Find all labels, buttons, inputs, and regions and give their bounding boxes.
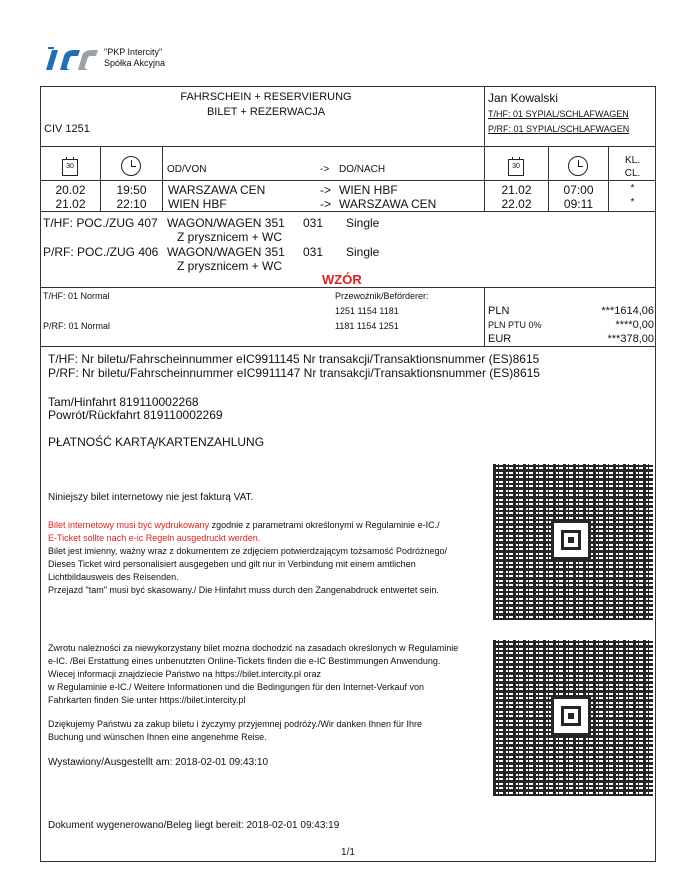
carrier-outbound: 1251 1154 1181 bbox=[335, 306, 399, 316]
thanks-note-2: Buchung und wünschen Ihnen eine angenehme Reise. bbox=[48, 732, 267, 742]
col-arrow: -> bbox=[320, 164, 330, 175]
carrier-return: 1181 1154 1251 bbox=[335, 321, 399, 331]
train1-wagon: WAGON/WAGEN 351 bbox=[167, 216, 285, 230]
station-from: WIEN HBF bbox=[168, 197, 227, 211]
clock-icon bbox=[121, 156, 141, 176]
class-value: * bbox=[630, 197, 635, 208]
train2-seat: 031 bbox=[303, 245, 324, 259]
carrier-label: Przewoźnik/Beförderer: bbox=[335, 291, 429, 301]
personal-note-3: Lichtbildausweis des Reisenden. bbox=[48, 572, 179, 582]
tariff-outbound: T/HF: 01 Normal bbox=[43, 291, 110, 301]
company-line1: "PKP Intercity" bbox=[104, 47, 163, 57]
payment-method: PŁATNOŚĆ KARTĄ/KARTENZAHLUNG bbox=[48, 435, 265, 449]
arrival-time: 09:11 bbox=[563, 197, 594, 211]
train2-note: Z prysznicem + WC bbox=[177, 259, 283, 273]
refund-note-3: Wiecej informacji znajdziecie Państwo na https://bilet.intercity.pl oraz bbox=[48, 669, 321, 679]
print-note-pl bbox=[48, 520, 440, 530]
qr-code bbox=[493, 640, 653, 796]
thanks-note-1: Dziękujemy Państwu za zakup biletu i życzymy przyjemnej podróży./Wir danken Ihnen für Ihre bbox=[48, 719, 422, 729]
qr-finder bbox=[551, 696, 591, 736]
generated-date: Dokument wygenerowano/Beleg liegt bereit: 2018-02-01 09:43:19 bbox=[48, 820, 340, 831]
train2-label: P/RF: POC./ZUG 406 bbox=[43, 245, 159, 259]
train1-type: Single bbox=[346, 216, 380, 230]
tariff-return: P/RF: 01 Normal bbox=[43, 321, 111, 331]
clock-icon bbox=[568, 156, 588, 176]
issued-date: Wystawiony/Ausgestellt am: 2018-02-01 09:43:10 bbox=[48, 757, 269, 768]
qr-finder bbox=[551, 520, 591, 560]
refund-note-1: Zwrotu należności za niewykorzystany bilet można dochodzić na zasadach określonych w Regulaminie bbox=[48, 643, 459, 653]
refund-note-4: w Regulaminie e-IC./ Weitere Informationen und die Bedingungen für den Internet-Verkauf von bbox=[48, 682, 425, 692]
personal-note-1: Bilet jest imienny, ważny wraz z dokumentem ze zdjęciem potwierdzającym tożsamość Podróżnego/ bbox=[48, 546, 447, 556]
print-note-de: E-Ticket sollte nach e-ic Regeln ausgedruckt werden. bbox=[48, 533, 261, 543]
ptu-label: PLN PTU 0% bbox=[488, 320, 542, 330]
departure-date: 21.02 bbox=[55, 197, 86, 211]
train2-type: Single bbox=[346, 245, 380, 259]
train2-wagon: WAGON/WAGEN 351 bbox=[167, 245, 285, 259]
station-to: WIEN HBF bbox=[339, 183, 398, 197]
not-invoice-note: Niniejszy bilet internetowy nie jest fakturą VAT. bbox=[48, 492, 254, 503]
personal-note-2: Dieses Ticket wird personalisiert ausgegeben und gilt nur in Verbindung mit einem amtlichen bbox=[48, 559, 416, 569]
train1-seat: 031 bbox=[303, 216, 324, 230]
col-class: KL. bbox=[624, 155, 640, 166]
passenger-name: Jan Kowalski bbox=[488, 91, 559, 105]
col-to: DO/NACH bbox=[339, 164, 386, 175]
arrival-time: 07:00 bbox=[563, 183, 594, 197]
civ-code: CIV 1251 bbox=[44, 123, 90, 135]
col-class-2: CL. bbox=[624, 168, 641, 179]
print-note-pl-rest: zgodnie z parametrami określonymi w Regulaminie e-IC./ bbox=[209, 520, 440, 530]
page-number: 1/1 bbox=[341, 847, 355, 858]
departure-time: 22:10 bbox=[116, 197, 147, 211]
arrival-date: 22.02 bbox=[501, 197, 532, 211]
divider bbox=[41, 346, 655, 347]
return-class: P/RF: 01 SYPIAL/SCHLAFWAGEN bbox=[488, 124, 630, 134]
ticket-number-outbound: T/HF: Nr biletu/Fahrscheinnummer eIC9911145 Nr transakcji/Transaktionsnummer (ES)8615 bbox=[48, 352, 540, 366]
company-line2: Spółka Akcyjna bbox=[104, 58, 166, 68]
eur-label: EUR bbox=[488, 333, 512, 345]
station-from: WARSZAWA CEN bbox=[168, 183, 266, 197]
class-value: * bbox=[630, 183, 635, 194]
ticket-frame bbox=[40, 86, 656, 862]
calendar-icon-text: 30 bbox=[66, 163, 74, 170]
calendar-icon-text: 30 bbox=[512, 163, 520, 170]
ticket-number-return: P/RF: Nr biletu/Fahrscheinnummer eIC9911147 Nr transakcji/Transaktionsnummer (ES)8615 bbox=[48, 366, 540, 380]
departure-date: 20.02 bbox=[55, 183, 86, 197]
intercity-logo bbox=[42, 44, 100, 72]
ticket-title: FAHRSCHEIN + RESERVIERUNG bbox=[180, 91, 352, 103]
train1-note: Z prysznicem + WC bbox=[177, 230, 283, 244]
divider bbox=[162, 146, 163, 211]
company-name bbox=[104, 47, 165, 69]
train1-label: T/HF: POC./ZUG 407 bbox=[43, 216, 158, 230]
outbound-class: T/HF: 01 SYPIAL/SCHLAFWAGEN bbox=[488, 109, 629, 119]
divider bbox=[41, 211, 655, 212]
col-from: OD/VON bbox=[167, 164, 207, 175]
divider bbox=[41, 146, 655, 147]
outbound-code: Tam/Hinfahrt 819110002268 bbox=[48, 395, 199, 409]
eur-value: ***378,00 bbox=[607, 333, 654, 345]
ticket-subtitle: BILET + REZERWACJA bbox=[206, 106, 326, 118]
row-arrow: -> bbox=[320, 197, 332, 211]
arrival-date: 21.02 bbox=[501, 183, 532, 197]
ptu-value: ****0,00 bbox=[615, 319, 654, 331]
refund-note-5: Fahrkarten finden Sie unter https://bilet.intercity.pl bbox=[48, 695, 246, 705]
divider bbox=[41, 180, 655, 181]
watermark-label: WZÓR bbox=[322, 272, 362, 287]
calendar-icon bbox=[508, 159, 524, 176]
row-arrow: -> bbox=[320, 183, 332, 197]
divider bbox=[484, 87, 485, 146]
stamp-note: Przejazd "tam" musi być skasowany./ Die Hinfahrt muss durch den Zangenabdruck entwertet sein. bbox=[48, 585, 439, 595]
refund-note-2: e-IC. /Bei Erstattung eines unbenutzten Online-Tickets finden die e-IC Bestimmungen Anwendung. bbox=[48, 656, 441, 666]
pln-value: ***1614,06 bbox=[601, 305, 654, 317]
divider bbox=[484, 287, 485, 346]
print-note-pl-red: Bilet internetowy musi być wydrukowany bbox=[48, 520, 210, 530]
return-code: Powrót/Rückfahrt 819110002269 bbox=[48, 408, 223, 422]
pln-label: PLN bbox=[488, 305, 510, 317]
divider bbox=[41, 287, 655, 288]
calendar-icon bbox=[62, 159, 78, 176]
station-to: WARSZAWA CEN bbox=[339, 197, 437, 211]
departure-time: 19:50 bbox=[116, 183, 147, 197]
qr-code bbox=[493, 464, 653, 620]
